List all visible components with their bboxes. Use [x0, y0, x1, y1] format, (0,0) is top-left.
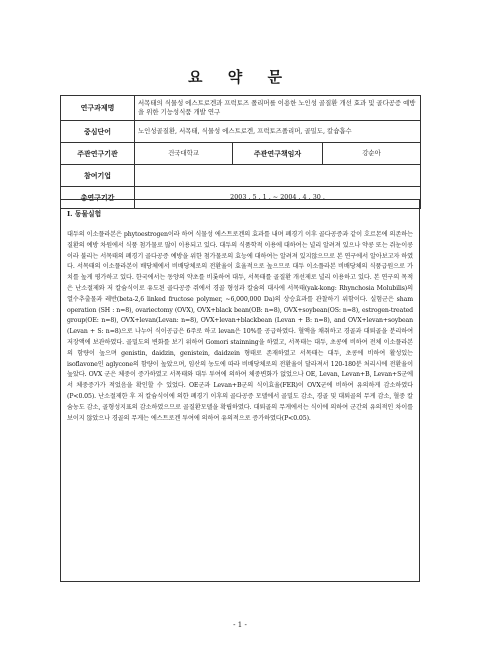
document-title: 요 약 문	[188, 68, 292, 86]
keywords-label: 중심단어	[61, 121, 135, 143]
project-title-label: 연구과제명	[61, 96, 135, 121]
keywords-value: 노인성골질환, 서목태, 식물성 에스트로겐, 프럭토즈폴리머, 골밀도, 칼슘흡수	[135, 121, 421, 143]
participant-label: 참여기업	[61, 165, 135, 187]
project-info-table	[60, 95, 421, 209]
row-keywords	[61, 121, 421, 143]
section-heading: Ⅰ. 동물실험	[67, 210, 102, 218]
page-number: - 1 -	[233, 621, 247, 629]
period-label: 총연구기간	[61, 187, 135, 209]
period-value: 2003 . 5 . 1 . ~ 2004 . 4 . 30 .	[135, 187, 421, 209]
abstract-box	[60, 199, 420, 582]
participant-value	[135, 165, 421, 187]
row-institution	[61, 143, 421, 165]
row-project-title	[61, 96, 421, 121]
researcher-label: 주관연구책임자	[233, 143, 323, 165]
institution-value: 건국대학교	[135, 143, 233, 165]
abstract-paragraph: 대두의 이소플라본은 phytoestrogen이라 하여 식물성 에스트로겐의 효과를 내며 폐경기 이후 골다공증과 같이 호르몬에 의존하는 질환의 예방 차원에서 식품 첨가물로 많이 이용되고 있다. 대두의 식품학적 이용에 대하여는 널리 알려져 있으나 약콩 또는 쥐눈이콩이라 불리는 서목태의 폐경기 골다공증 예방을 위한 첨가물로의 효능에 대하여는 알려져 있지않으므로 본 연구에서 알아보고자 하였다. 서목태의 이소플라본이 배당체에서 비배당체로의 전환율이 효율적으로 높으므로 대두 이소플라본 비배당체의 식품급원으로 가치를 높게 평가하고 있다. 한국에서는 동양의 약초를 비롯하여 대두, 서목태를 골질환 개선제로 널리 이용하고 있다. 본 연구의 목적은 난소절제와 저 칼슘식이로 유도된 골다공증 쥐에서 경골 형성과 칼슘의 대사에 서목태(yak-kong: Rhynchosia Molubilis)의 열수추출물과 레반(beta-2,6 linked fructose polymer, ~6,000,000 Da)의 상승효과를 관찰하기 위함이다. 실험군은 sham operation (SH : n=8), ovariectomy (OVX), OVX+black bean(OB: n=8), OVX+soybean(OS: n=8), estrogen-treated group(OE: n=8), OVX+levan(Levan: n=8), OVX+levan+blackbean (Levan + B: n=8), and OVX+levan+soybean (Levan + S: n=8)으로 나누어 식이공급은 6주로 하고 levan은 10%를 공급하였다. 혈액을 채취하고 경골과 대퇴골을 분리하여 저장액에 보관하였다. 골밀도의 변화를 보기 위하여 Gomori stainning을 하였고, 서목태는 대두, 초콩에 비하여 전체 이소플라본의 함량이 높으며 genistin, daidzin, genistein, daidzein 형태로 존재하였고 서목태는 대두, 초콩에 비하여 활성있는 isoflavone인 aglycone의 함량이 높았으며, 임산의 농도에 따라 비배당체로의 전환율이 달라져서 120-180분 처리시에 전환율이 높았다. OVX 군은 체중이 증가하였고 서목태와 대두 투여에 의하여 체중변화가 없었으나 OE, Levan, Levan+B, Levan+S군에서 체중증가가 적었음을 확인할 수 있었다. OE군과 Levan+B군의 식이효율(FER)이 OVX군에 비하여 유의하게 감소하였다(P<0.05). 난소절제한 후 저 칼슘식이에 의한 폐경기 이후의 골다공증 모델에서 골밀도 감소, 경골 및 대퇴골의 무게 감소, 혈중 칼슘농도 감소, 골형성지표의 감소하였으므로 골질환모델을 확립하였다. 대퇴골의 무게에서는 식이에 의하여 군간의 유의적인 차이를 보이지 않았으나 경골의 무게는 에스트로겐 투여에 의하여 유의적으로 증가하였다(P<0.05).	[67, 231, 413, 422]
project-title-value: 서목태의 식물성 에스트로겐과 프럭토즈 폴리머를 이용한 노인성 골질환 개선 효과 및 골다공증 예방을 위한 기능성식품 개발 연구	[135, 96, 421, 121]
researcher-value: 강순아	[323, 143, 421, 165]
institution-label: 주관연구기관	[61, 143, 135, 165]
row-participant	[61, 165, 421, 187]
